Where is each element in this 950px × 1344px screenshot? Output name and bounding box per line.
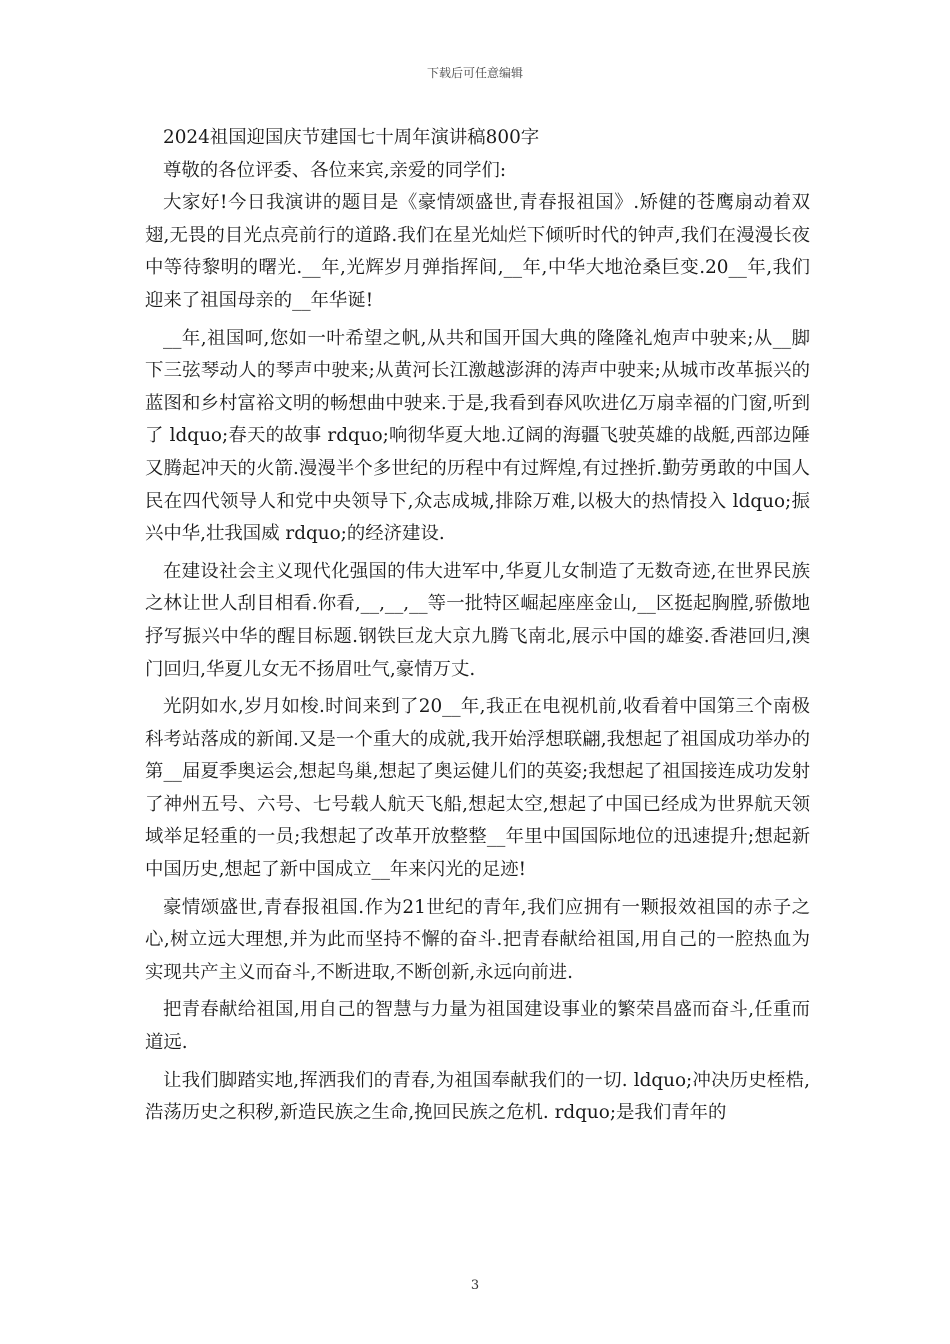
paragraph: 光阴如水,岁月如梭.时间来到了20__年,我正在电视机前,收看着中国第三个南极科考站落成的新闻.又是一个重大的成就,我开始浮想联翩,我想起了祖国成功举办的第__届夏季奥运会,想起鸟巢,想起了奥运健儿们的英姿;我想起了祖国接连成功发射了神州五号、六号、七号载人航天飞船,想起太空,想起了中国已经成为世界航天领域举足轻重的一员;我想起了改革开放整整__年里中国国际地位的迅速提升;想起新中国历史,想起了新中国成立__年来闪光的足迹!	[145, 696, 810, 881]
paragraph: __年,祖国呵,您如一叶希望之帆,从共和国开国大典的隆隆礼炮声中驶来;从__脚下三弦琴动人的琴声中驶来;从黄河长江激越澎湃的涛声中驶来;从城市改革振兴的蓝图和乡村富裕文明的畅想曲中驶来.于是,我看到春风吹进亿万扇幸福的门窗,听到了 ldquo;春天的故事 rdquo;响彻华夏大地.辽阔的海疆飞驶英雄的战艇,西部边陲又腾起冲天的火箭.漫漫半个多世纪的历程中有过辉煌,有过挫折.勤劳勇敢的中国人民在四代领导人和党中央领导下,众志成城,排除万难,以极大的热情投入 ldquo;振兴中华,壮我国威 rdquo;的经济建设.	[145, 327, 810, 545]
document-body	[145, 122, 810, 1135]
paragraph: 在建设社会主义现代化强国的伟大进军中,华夏儿女制造了无数奇迹,在世界民族之林让世人刮目相看.你看,__,__,__等一批特区崛起座座金山,__区挺起胸膛,骄傲地抒写振兴中华的醒目标题.钢铁巨龙大京九腾飞南北,展示中国的雄姿.香港回归,澳门回归,华夏儿女无不扬眉吐气,豪情万丈.	[145, 560, 810, 680]
paragraph: 大家好!今日我演讲的题目是《豪情颂盛世,青春报祖国》.矫健的苍鹰扇动着双翅,无畏的目光点亮前行的道路.我们在星光灿烂下倾听时代的钟声,我们在漫漫长夜中等待黎明的曙光.__年,光辉岁月弹指挥间,__年,中华大地沧桑巨变.20__年,我们迎来了祖国母亲的__年华诞!	[145, 192, 810, 311]
page-header: 下载后可任意编辑	[426, 66, 523, 80]
paragraph: 把青春献给祖国,用自己的智慧与力量为祖国建设事业的繁荣昌盛而奋斗,任重而道远.	[145, 999, 810, 1054]
paragraph: 让我们脚踏实地,挥洒我们的青春,为祖国奉献我们的一切. ldquo;冲决历史桎梏,浩荡历史之积秽,新造民族之生命,挽回民族之危机. rdquo;是我们青年的	[145, 1069, 810, 1124]
paragraph: 豪情颂盛世,青春报祖国.作为21世纪的青年,我们应拥有一颗报效祖国的赤子之心,树立远大理想,并为此而坚持不懈的奋斗.把青春献给祖国,用自己的一腔热血为实现共产主义而奋斗,不断进取,不断创新,永远向前进.	[145, 896, 810, 983]
page-number: 3	[470, 1278, 480, 1293]
document-title: 2024祖国迎国庆节建国七十周年演讲稿800字	[163, 127, 540, 148]
greeting-line: 尊敬的各位评委、各位来宾,亲爱的同学们:	[163, 159, 507, 181]
